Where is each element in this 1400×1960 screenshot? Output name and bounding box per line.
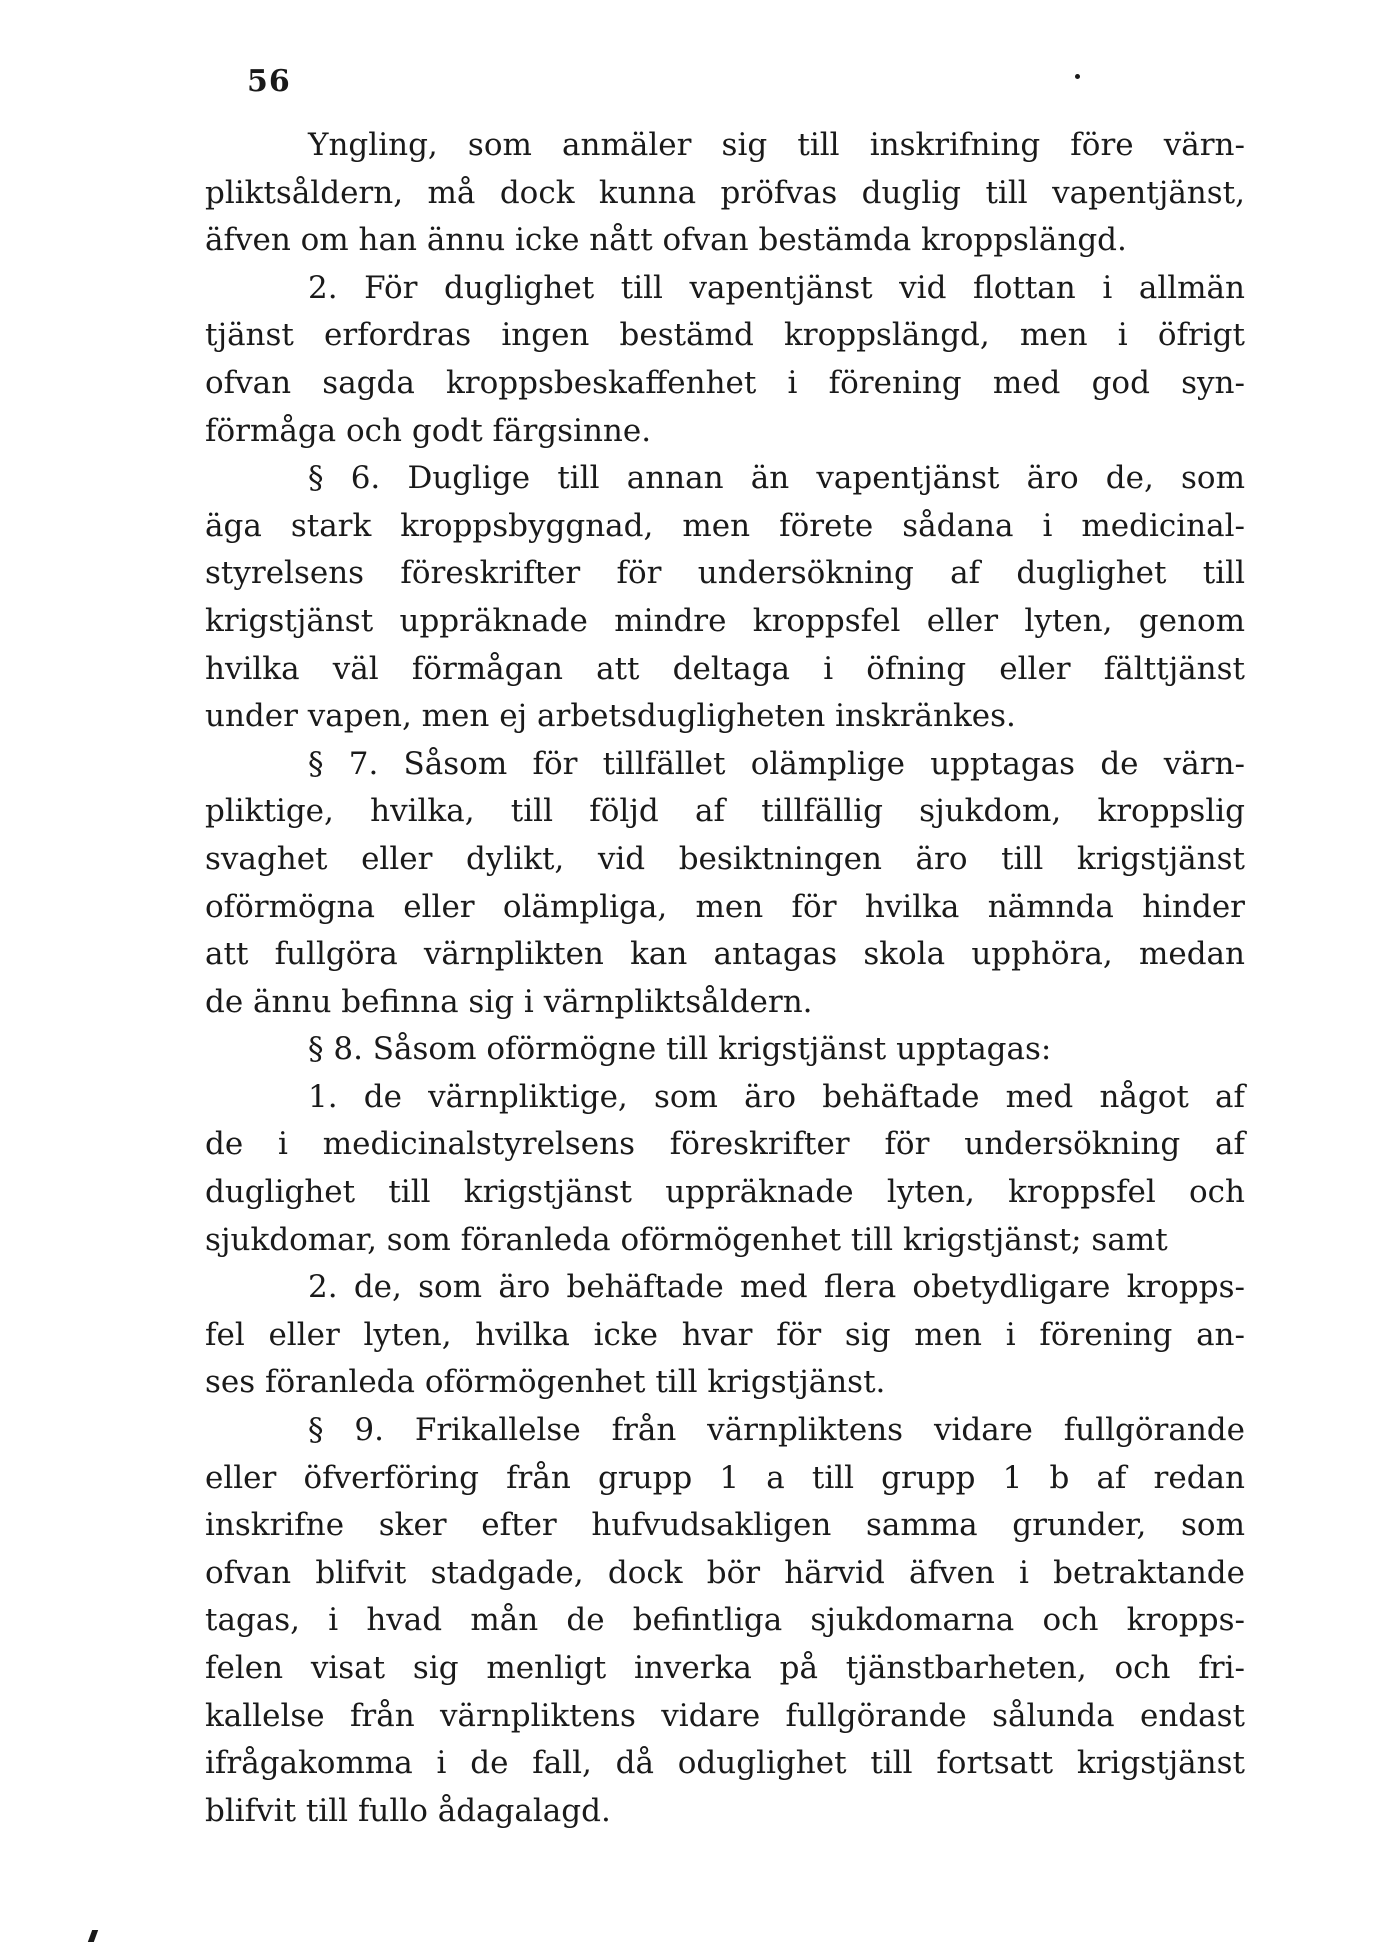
text-line: förmåga och godt färgsinne. [205, 412, 652, 449]
print-speck-corner [88, 1930, 98, 1942]
text-line: § 8. Såsom oförmögne till krigstjänst upptagas: [308, 1031, 1052, 1068]
print-speck [1075, 74, 1080, 79]
text-line: ofvan blifvit stadgade, dock bör härvid äfven i betraktande [205, 1554, 1245, 1591]
text-line: duglighet till krigstjänst uppräknade lyten, kroppsfel och [205, 1174, 1245, 1211]
text-line: hvilka väl förmågan att deltaga i öfning eller fälttjänst [205, 650, 1245, 687]
text-line: fel eller lyten, hvilka icke hvar för sig men i förening an- [205, 1316, 1245, 1353]
text-line: styrelsens föreskrifter för undersökning af duglighet till [205, 555, 1245, 592]
text-line: ofvan sagda kroppsbeskaffenhet i förening med god syn- [205, 364, 1245, 401]
text-line: krigstjänst uppräknade mindre kroppsfel eller lyten, genom [205, 602, 1245, 639]
text-line: oförmögna eller olämpliga, men för hvilka nämnda hinder [205, 888, 1245, 925]
text-line: blifvit till fullo ådagalagd. [205, 1792, 611, 1829]
text-line: ifrågakomma i de fall, då oduglighet till fortsatt krigstjänst [205, 1745, 1245, 1782]
text-line: Yngling, som anmäler sig till inskrifning före värn- [308, 127, 1245, 163]
text-line: ses föranleda oförmögenhet till krigstjänst. [205, 1364, 886, 1401]
text-line: § 7. Såsom för tillfället olämplige upptagas de värn- [308, 745, 1245, 782]
body-text [205, 122, 1245, 1835]
text-line: tagas, i hvad mån de befintliga sjukdomarna och kropps- [205, 1602, 1245, 1639]
text-line: äga stark kroppsbyggnad, men förete sådana i medicinal- [205, 507, 1245, 544]
text-line: sjukdomar, som föranleda oförmögenhet till krigstjänst; samt [205, 1221, 1168, 1258]
text-line: de ännu befinna sig i värnpliktsåldern. [205, 983, 813, 1020]
text-line: tjänst erfordras ingen bestämd kroppslängd, men i öfrigt [205, 317, 1245, 354]
text-line: under vapen, men ej arbetsdugligheten inskränkes. [205, 698, 1016, 735]
text-line: pliktige, hvilka, till följd af tillfällig sjukdom, kroppslig [205, 793, 1245, 830]
text-line: pliktsåldern, må dock kunna pröfvas duglig till vapentjänst, [205, 174, 1245, 211]
text-line: felen visat sig menligt inverka på tjänstbarheten, och fri- [205, 1650, 1245, 1686]
text-line: inskrifne sker efter hufvudsakligen samma grunder, som [205, 1507, 1245, 1544]
text-line: § 6. Duglige till annan än vapentjänst äro de, som [308, 460, 1245, 497]
text-line: kallelse från värnpliktens vidare fullgörande sålunda endast [205, 1697, 1245, 1734]
text-line: 1. de värnpliktige, som äro behäftade med något af [308, 1078, 1245, 1115]
text-line: 2. de, som äro behäftade med flera obetydligare kropps- [308, 1269, 1245, 1306]
text-line: eller öfverföring från grupp 1 a till grupp 1 b af redan [205, 1459, 1245, 1496]
text-line: svaghet eller dylikt, vid besiktningen äro till krigstjänst [205, 840, 1245, 877]
text-line: de i medicinalstyrelsens föreskrifter för undersökning af [205, 1126, 1245, 1163]
text-line: äfven om han ännu icke nått ofvan bestämda kroppslängd. [205, 222, 1127, 259]
page-number: 56 [247, 64, 291, 99]
text-line: 2. För duglighet till vapentjänst vid flottan i allmän [308, 269, 1245, 306]
text-line: att fullgöra värnplikten kan antagas skola upphöra, medan [205, 936, 1245, 973]
text-line: § 9. Frikallelse från värnpliktens vidare fullgörande [308, 1412, 1245, 1449]
